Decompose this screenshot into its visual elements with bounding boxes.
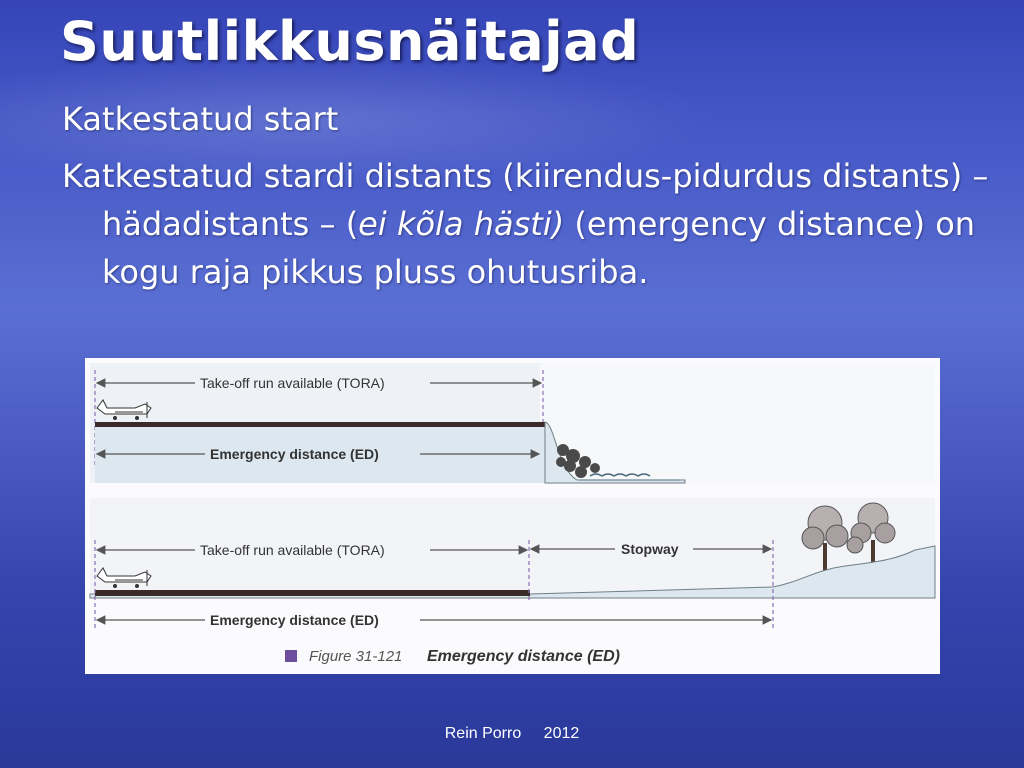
- figure-diagram: [85, 358, 940, 674]
- slide-footer: [0, 725, 1024, 743]
- footer-author: Rein Porro: [444, 725, 522, 742]
- bottom-ed-label: Emergency distance (ED): [210, 612, 379, 628]
- top-runway: [95, 422, 545, 427]
- top-tora-label: Take-off run available (TORA): [200, 375, 385, 391]
- bottom-tora-label: Take-off run available (TORA): [200, 542, 385, 558]
- caption-title: Emergency distance (ED): [427, 648, 620, 665]
- bullet-aborted-takeoff: Katkestatud start: [62, 100, 339, 138]
- bullet-text-end: (emergency distance) on kogu raja pikkus pluss ohutusriba.: [102, 205, 976, 291]
- caption-number: Figure 31-121: [309, 648, 403, 665]
- emergency-distance-figure: [85, 358, 940, 674]
- slide-title: Suutlikkusnäitajad: [60, 10, 640, 73]
- bottom-runway: [95, 590, 530, 596]
- bullet-text-italic: ei kõla hästi): [358, 205, 565, 243]
- caption-marker: [285, 650, 297, 662]
- top-ed-label: Emergency distance (ED): [210, 446, 379, 462]
- bullet-emergency-distance: [62, 152, 1002, 296]
- footer-year: 2012: [543, 725, 580, 742]
- bullet-text-start: Katkestatud stardi distants (kiirendus-pidurdus distants) – hädadistants – (: [62, 157, 989, 243]
- stopway-label: Stopway: [621, 541, 679, 557]
